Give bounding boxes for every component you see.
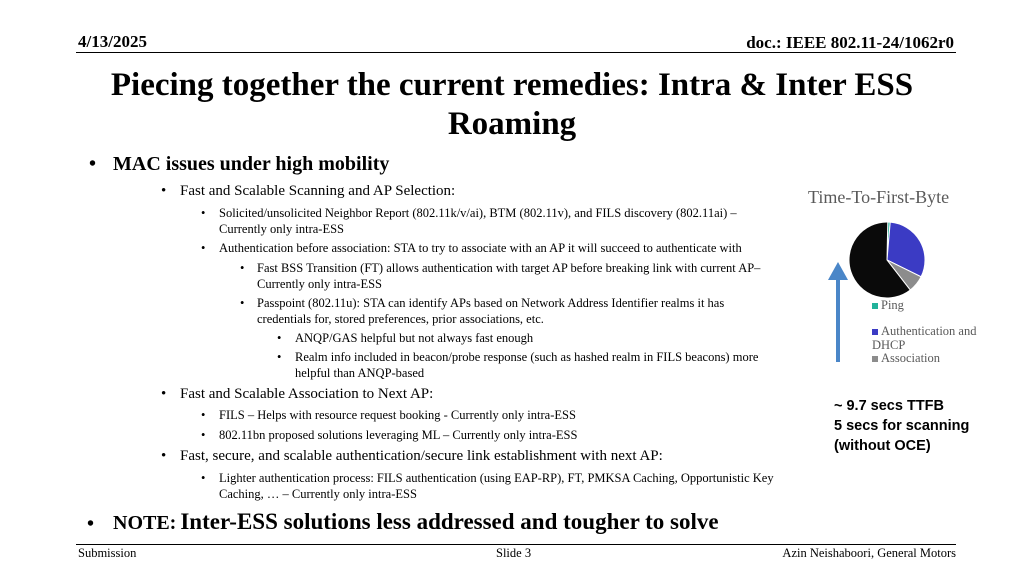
pie-chart xyxy=(849,222,925,298)
header-divider xyxy=(76,52,956,53)
bullet-scanning-text: Fast and Scalable Scanning and AP Selection: xyxy=(180,183,456,199)
legend-ping-label: Ping xyxy=(881,298,904,312)
legend-association-swatch xyxy=(872,356,878,362)
bullet-auth-before-assoc: • Authentication before association: STA to try to associate with an AP it will succeed to authenticate with xyxy=(201,241,742,255)
bullet-scanning: • Fast and Scalable Scanning and AP Selection: xyxy=(161,183,456,199)
bullet-association: • Fast and Scalable Association to Next AP: xyxy=(161,386,434,402)
bullet-secure-auth-text: Fast, secure, and scalable authentication/secure link establishment with next AP: xyxy=(180,448,663,464)
bullet-fils-text: FILS – Helps with resource request booking - Currently only intra-ESS xyxy=(219,408,576,422)
pie-slice-scanning xyxy=(849,222,910,298)
ttfb-line-3: (without OCE) xyxy=(834,438,931,454)
bullet-passpoint-text: Passpoint (802.11u): STA can identify APs based on Network Address Identifier realms it has credentials for, stored preferences, prior associations, etc. xyxy=(257,296,725,326)
ttfb-line-2: 5 secs for scanning xyxy=(834,418,970,434)
bullet-mac-text: MAC issues under high mobility xyxy=(113,153,390,175)
bullet-anqp: • ANQP/GAS helpful but not always fast enough xyxy=(277,331,534,345)
footer-submission: Submission xyxy=(78,546,137,560)
bullet-realm-info: • Realm info included in beacon/probe response (such as hashed realm in FILS beacons) more helpful than ANQP-based xyxy=(277,350,759,380)
legend-association xyxy=(872,351,940,365)
note-text: Inter-ESS solutions less addressed and tougher to solve xyxy=(180,509,719,534)
footer-slide-number: Slide 3 xyxy=(496,546,532,560)
bullet-mac-issues: • MAC issues under high mobility xyxy=(89,153,390,175)
pie-slice-ping xyxy=(887,222,890,260)
header-date: 4/13/2025 xyxy=(78,32,147,51)
bullet-lighter-auth: • Lighter authentication process: FILS authentication (using EAP-RP), FT, PMKSA Caching, Opportunistic Key Caching, … – Currently only intra-ESS xyxy=(201,471,774,501)
bullet-association-text: Fast and Scalable Association to Next AP: xyxy=(180,386,434,402)
bullet-80211bn-text: 802.11bn proposed solutions leveraging ML – Currently only intra-ESS xyxy=(219,428,578,442)
legend-association-label: Association xyxy=(881,351,941,365)
bullet-auth-before-assoc-text: Authentication before association: STA to try to associate with an AP it will succeed to authenticate with xyxy=(219,241,742,255)
bullet-fast-bss-transition: • Fast BSS Transition (FT) allows authentication with target AP before breaking link with current AP– Currently only intra-ESS xyxy=(240,261,761,291)
bullet-secure-auth: • Fast, secure, and scalable authentication/secure link establishment with next AP: xyxy=(161,448,663,464)
legend-auth-dhcp xyxy=(872,324,992,352)
bullet-anqp-text: ANQP/GAS helpful but not always fast enough xyxy=(295,331,534,345)
footer-author: Azin Neishaboori, General Motors xyxy=(782,546,956,560)
legend-auth-dhcp-swatch xyxy=(872,329,878,335)
bullet-neighbor-report-text: Solicited/unsolicited Neighbor Report (802.11k/v/ai), BTM (802.11v), and FILS discovery (802.11ai) – Currently only intra-ESS xyxy=(219,206,737,236)
legend-ping xyxy=(872,298,904,312)
bullet-fils: • FILS – Helps with resource request booking - Currently only intra-ESS xyxy=(201,408,576,422)
legend-auth-dhcp-label: Authentication and DHCP xyxy=(872,324,977,352)
trend-arrow xyxy=(828,262,848,362)
bullet-80211bn: • 802.11bn proposed solutions leveraging ML – Currently only intra-ESS xyxy=(201,428,578,442)
bullet-realm-info-text: Realm info included in beacon/probe response (such as hashed realm in FILS beacons) more helpful than ANQP-based xyxy=(295,350,759,380)
ttfb-summary xyxy=(834,396,969,456)
slide-title: Piecing together the current remedies: Intra & Inter ESS Roaming xyxy=(110,67,914,142)
bullet-neighbor-report: • Solicited/unsolicited Neighbor Report (802.11k/v/ai), BTM (802.11v), and FILS discovery (802.11ai) – Currently only intra-ESS xyxy=(201,206,737,236)
bullet-fast-bss-transition-text: Fast BSS Transition (FT) allows authentication with target AP before breaking link with current AP– Currently only intra-ESS xyxy=(257,261,761,291)
chart-title: Time-To-First-Byte xyxy=(808,187,950,207)
legend-ping-swatch xyxy=(872,303,878,309)
bullet-lighter-auth-text: Lighter authentication process: FILS authentication (using EAP-RP), FT, PMKSA Caching, Opportunistic Key Caching, … – Currently only intra-ESS xyxy=(219,471,774,501)
note-label: NOTE: xyxy=(113,512,177,534)
pie-slice-auth-dhcp xyxy=(887,222,925,277)
footer-divider xyxy=(76,544,956,545)
bullet-passpoint: • Passpoint (802.11u): STA can identify APs based on Network Address Identifier realms it has credentials for, stored preferences, prior associations, etc. xyxy=(240,296,725,326)
header-doc-id: doc.: IEEE 802.11-24/1062r0 xyxy=(746,33,954,52)
bullet-note: • NOTE: Inter-ESS solutions less addressed and tougher to solve xyxy=(87,509,719,535)
ttfb-line-1: ~ 9.7 secs TTFB xyxy=(834,398,945,414)
pie-slice-association xyxy=(887,260,921,290)
